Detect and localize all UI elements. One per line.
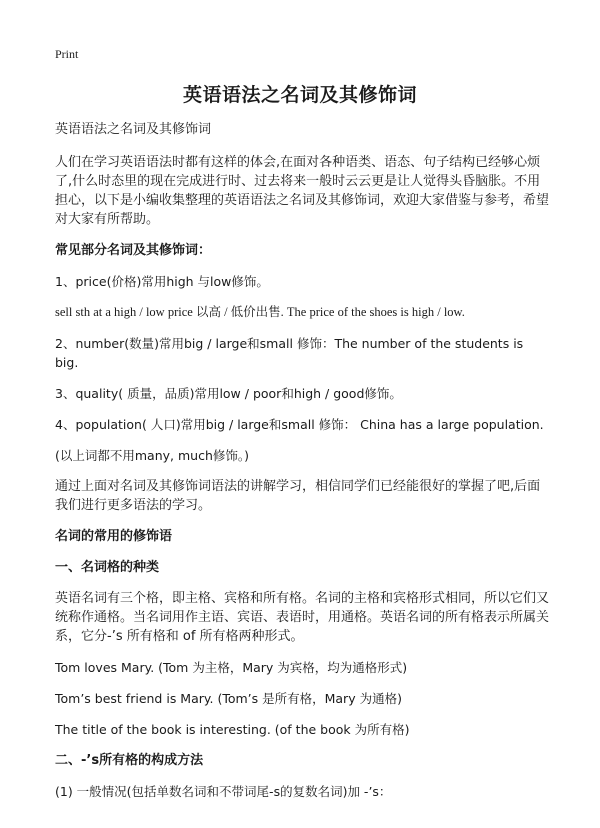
list-item: (以上词都不用many, much修饰。) [55,448,250,463]
example-line: Tom loves Mary. (Tom 为主格，Mary 为宾格，均为通格形式) [55,660,408,675]
print-label: Print [55,47,79,61]
subsection-heading-case-types: 一、名词格的种类 [55,560,160,575]
list-item: 1、price(价格)常用high 与low修饰。 [55,274,269,289]
list-item: 4、population( 人口)常用big / large和small 修饰： China has a large population. [55,417,544,432]
section-heading-modifiers: 名词的常用的修饰语 [55,529,173,544]
list-item: 2、number(数量)常用big / large和small 修饰：The number of the students is big. [55,336,524,370]
list-item: 3、quality( 质量，品质)常用low / poor和high / good修饰。 [55,386,402,401]
example-line: The title of the book is interesting. (of the book 为所有格) [55,722,410,737]
subsection-heading-possessive: 二、-’s所有格的构成方法 [55,753,204,768]
article-body [55,120,550,813]
intro-paragraph: 人们在学习英语语法时都有这样的体会,在面对各种语类、语态、句子结构已经够心烦了,什么时态里的现在完成进行时、过去将来一般时云云更是让人觉得头昏脑胀。不用担心，以下是小编收集整理的英语语法之名词及其修饰词，欢迎大家借鉴与参考，希望对大家有所帮助。 [55,155,550,227]
article-subtitle: 英语语法之名词及其修饰词 [55,122,212,137]
example-line: Tom’s best friend is Mary. (Tom’s 是所有格，Mary 为通格) [55,691,402,706]
case-paragraph: 英语名词有三个格，即主格、宾格和所有格。名词的主格和宾格形式相同，所以它们又统称作通格。当名词用作主语、宾语、表语时，用通格。英语名词的所有格表示所属关系，它分-’s 所有格和 of 所有格两种形式。 [55,591,550,644]
list-item: sell sth at a high / low price 以高 / 低价出售. The price of the shoes is high / low. [55,305,465,319]
transition-paragraph: 通过上面对名词及其修饰词语法的讲解学习，相信同学们已经能很好的掌握了吧,后面我们进行更多语法的学习。 [55,479,541,513]
list-item: (1) 一般情况(包括单数名词和不带词尾-s的复数名词)加 -’s： [55,784,392,799]
page-title: 英语语法之名词及其修饰词 [182,84,417,106]
section-heading-common-nouns: 常见部分名词及其修饰词： [55,243,212,258]
